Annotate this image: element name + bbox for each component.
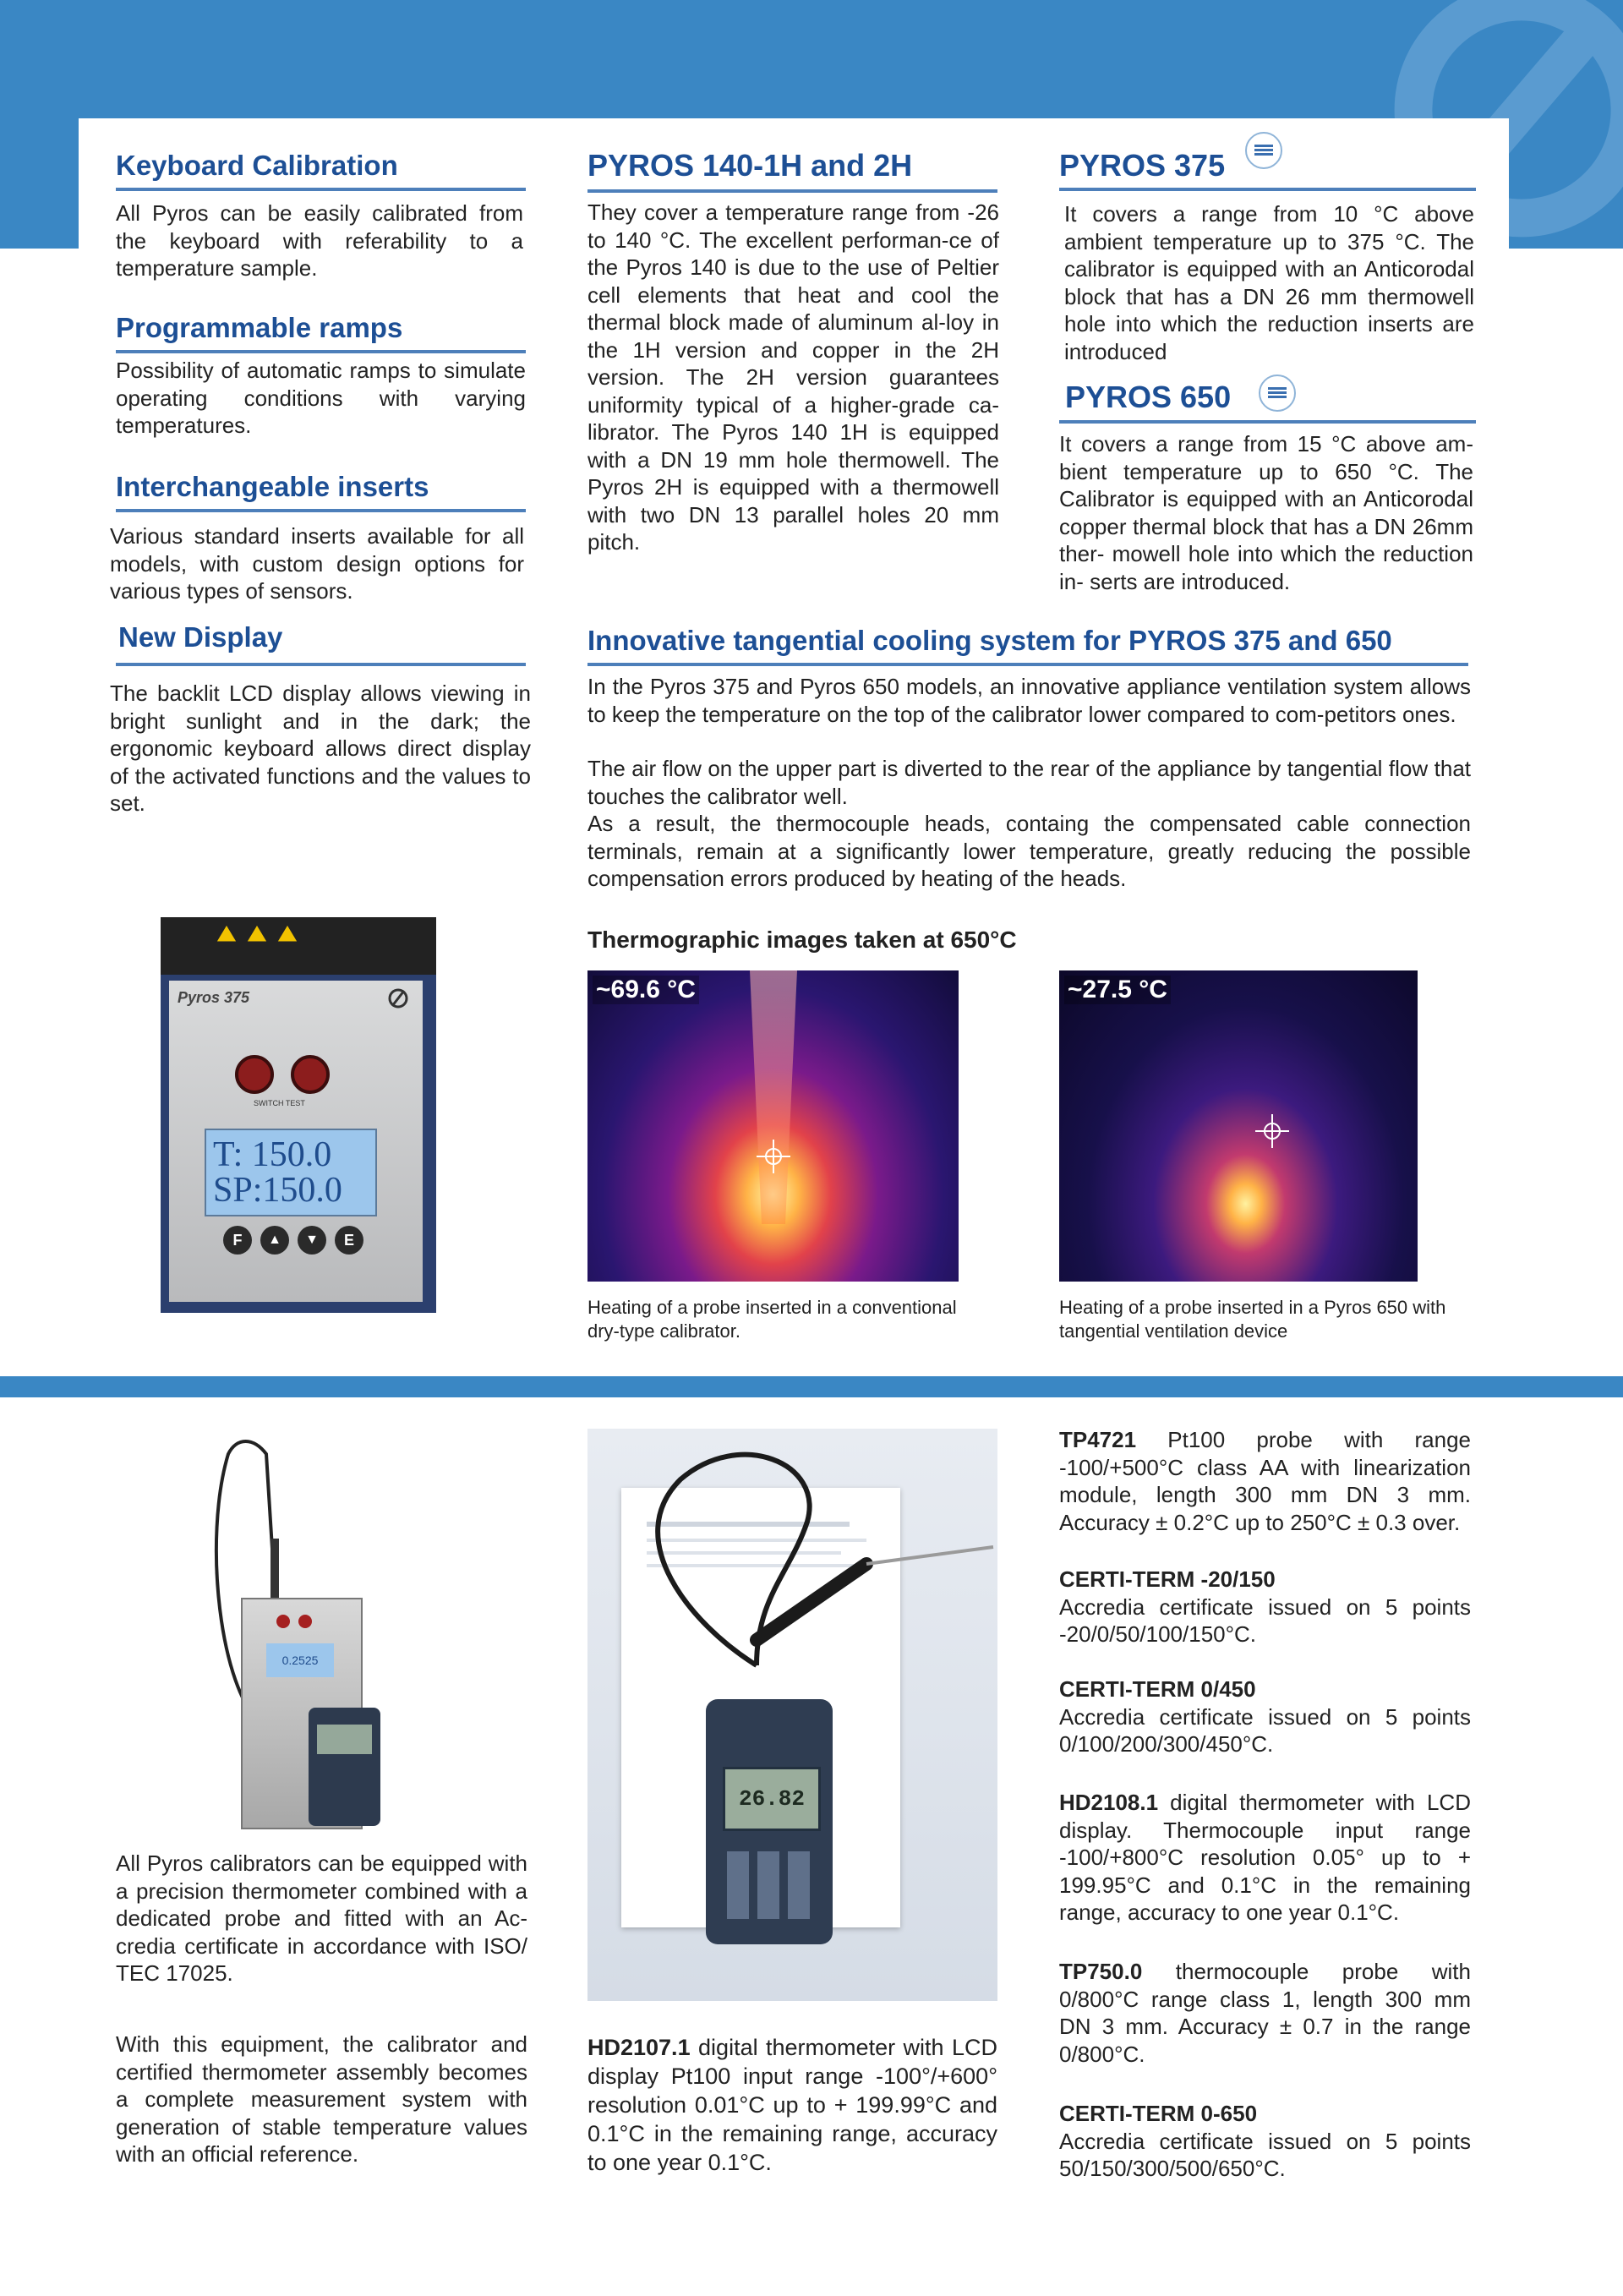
hd2107-text — [587, 2033, 997, 2177]
item-code: CERTI-TERM -20/150 — [1059, 1566, 1276, 1592]
calibrator-with-thermometer-photo — [203, 1437, 414, 1834]
meter-keypad — [727, 1851, 812, 1919]
item-code: CERTI-TERM 0/450 — [1059, 1676, 1256, 1702]
thermal-caption-1: Heating of a probe inserted in a conventional dry-type calibrator. — [587, 1297, 957, 1342]
cooling-system-heading: Innovative tangential cooling system for PYROS 375 and 650 — [587, 625, 1392, 656]
hd2107-code: HD2107.1 — [587, 2035, 691, 2060]
hd2107-photo — [587, 1429, 997, 2001]
lower-left-text-2: With this equipment, the calibrator and certified thermometer assembly becomes a complete measurement system with generation of stable temperature values with an official reference. — [116, 2031, 527, 2167]
new-display-heading: New Display — [118, 621, 283, 653]
heading-rule — [116, 663, 526, 666]
mini-thermometer — [309, 1708, 380, 1826]
dnv-certification-icon — [1258, 374, 1297, 413]
pyros-650-text: It covers a range from 15 °C above am-bient temperature up to 650 °C. The Calibrator is equipped with an Anticorodal copper thermal block that has a DN 26mm ther- mowell hole into which the reduction in- serts are introduced. — [1059, 431, 1473, 594]
item-code: CERTI-TERM 0-650 — [1059, 2101, 1258, 2126]
up-key[interactable]: ▲ — [260, 1226, 289, 1255]
heading-rule — [116, 188, 526, 191]
lcd-screen — [205, 1129, 377, 1216]
heading-rule — [587, 189, 997, 193]
mini-lcd: 0.2525 — [266, 1643, 334, 1677]
warning-icon — [246, 924, 268, 943]
item-desc: thermocouple probe with 0/800°C range class 1, length 300 mm DN 3 mm. Accuracy ± 0.7 in the range 0/800°C. — [1059, 1959, 1471, 2067]
item-code: TP750.0 — [1059, 1959, 1143, 1984]
heading-rule — [1059, 188, 1476, 191]
heading-rule — [116, 509, 526, 512]
warning-icon — [216, 924, 238, 943]
item-tp750 — [1059, 1958, 1471, 2068]
down-key[interactable]: ▼ — [298, 1226, 326, 1255]
item-tp4721 — [1059, 1426, 1471, 1536]
dnv-certification-icon — [1244, 131, 1283, 170]
switch-test-label: SWITCH TEST — [254, 1099, 305, 1107]
thermal-reading-2: ~27.5 °C — [1064, 976, 1171, 1004]
heading-rule — [1059, 420, 1476, 424]
item-certi-term-20-150 — [1059, 1566, 1471, 1648]
programmable-ramps-heading: Programmable ramps — [116, 312, 403, 343]
item-desc: Accredia certificate issued on 5 points 0/100/200/300/450°C. — [1059, 1703, 1471, 1757]
keyboard-calibration-heading: Keyboard Calibration — [116, 150, 398, 181]
pyros-650-heading: PYROS 650 — [1065, 380, 1232, 414]
pyros-375-heading: PYROS 375 — [1059, 148, 1226, 183]
calibrator-top — [161, 917, 436, 975]
item-desc: Pt100 probe with range -100/+500°C class AA with linearization module, length 300 mm DN 3 mm. Accuracy ± 0.2°C up to 250°C ± 0.3 over. — [1059, 1427, 1471, 1535]
calibrator-front-panel — [169, 981, 423, 1302]
item-hd2108 — [1059, 1789, 1471, 1927]
handheld-thermometer — [706, 1699, 833, 1944]
thermal-image-conventional — [587, 970, 959, 1282]
test-jacks — [235, 1055, 330, 1094]
item-certi-term-0-450 — [1059, 1676, 1471, 1758]
hd2107-desc: digital thermometer with LCD display Pt100 input range -100°/+600° resolution 0.01°C up to + 199.99°C and 0.1°C in the remaining range, accuracy to one year 0.1°C. — [587, 2035, 997, 2175]
item-code: HD2108.1 — [1059, 1790, 1159, 1815]
red-jack — [291, 1055, 330, 1094]
thermal-reading-1: ~69.6 °C — [593, 976, 699, 1004]
pyros-375-photo — [161, 917, 436, 1313]
interchangeable-inserts-heading: Interchangeable inserts — [116, 471, 429, 502]
crosshair-icon — [1255, 1114, 1289, 1148]
new-display-text: The backlit LCD display allows viewing in bright sunlight and in the dark; the ergonomic keyboard allows direct display of the activated functions and the values to set. — [110, 681, 531, 816]
lower-left-text-1: All Pyros calibrators can be equipped with a precision thermometer combined with a dedicated probe and fitted with an Ac-credia certificate in accordance with ISO/ TEC 17025. — [116, 1850, 527, 1986]
thermographic-title: Thermographic images taken at 650°C — [587, 927, 1017, 953]
meter-lcd-reading: 26.82 — [723, 1767, 821, 1831]
e-key[interactable]: E — [335, 1226, 363, 1255]
crosshair-icon — [757, 1140, 790, 1173]
brand-logo-icon — [387, 987, 409, 1009]
warning-icon — [276, 924, 298, 943]
cooling-text-3: As a result, the thermocouple heads, containg the compensated cable connection terminals, remain at a significantly lower temperature, greatly reducing the possible compensation errors produced by heating of the heads. — [587, 811, 1471, 891]
lcd-setpoint: SP:150.0 — [213, 1171, 342, 1210]
pyros-375-text: It covers a range from 10 °C above ambient temperature up to 375 °C. The calibrator is equipped with an Anticorodal block that has a DN 26 mm thermowell hole into which the reduction inserts are introduced — [1064, 201, 1474, 364]
item-certi-term-0-650 — [1059, 2100, 1471, 2183]
thermal-caption-2: Heating of a probe inserted in a Pyros 650 with tangential ventilation device — [1059, 1297, 1446, 1342]
interchangeable-inserts-text: Various standard inserts available for all models, with custom design options for various types of sensors. — [110, 523, 524, 604]
heading-rule — [116, 350, 526, 353]
item-desc: Accredia certificate issued on 5 points -20/0/50/100/150°C. — [1059, 1594, 1471, 1647]
item-desc: digital thermometer with LCD display. Thermocouple input range -100/+800°C resolution 0.05° up to + 199.95°C and 0.1°C in the remaining range, accuracy to one year 0.1°C. — [1059, 1790, 1471, 1925]
keypad — [223, 1226, 363, 1255]
f-key[interactable]: F — [223, 1226, 252, 1255]
cooling-text-2: The air flow on the upper part is diverted to the rear of the appliance by tangential flow that touches the calibrator well. — [587, 756, 1471, 809]
item-desc: Accredia certificate issued on 5 points 50/150/300/500/650°C. — [1059, 2128, 1471, 2181]
section-divider-band — [0, 1376, 1623, 1397]
keyboard-calibration-text: All Pyros can be easily calibrated from the keyboard with referability to a temperature sample. — [116, 200, 523, 281]
cooling-text-1: In the Pyros 375 and Pyros 650 models, an innovative appliance ventilation system allows to keep the temperature on the top of the calibrator lower compared to com-petitors ones. — [587, 674, 1471, 727]
red-jack — [235, 1055, 274, 1094]
programmable-ramps-text: Possibility of automatic ramps to simulate operating conditions with varying temperatures. — [116, 358, 526, 438]
pyros-140-text: They cover a temperature range from -26 to 140 °C. The excellent performan-ce of the Pyros 140 is due to the use of Peltier cell elements that heat and cool the thermal block made of aluminum al-loy in the 1H version and copper in the 2H version. The 2H version guarantees uniformity typical of a higher-grade ca-librator. The Pyros 140 1H is equipped with a DN 19 mm hole thermowell. The Pyros 2H is equipped with a thermowell with two DN 13 parallel holes 20 mm pitch. — [587, 200, 999, 555]
heading-rule — [587, 663, 1468, 666]
lcd-temperature: T: 150.0 — [213, 1135, 332, 1174]
thermal-image-pyros650 — [1059, 970, 1418, 1282]
pyros-140-heading: PYROS 140-1H and 2H — [587, 148, 913, 183]
device-brand: Pyros 375 — [178, 989, 250, 1006]
item-code: TP4721 — [1059, 1427, 1137, 1452]
